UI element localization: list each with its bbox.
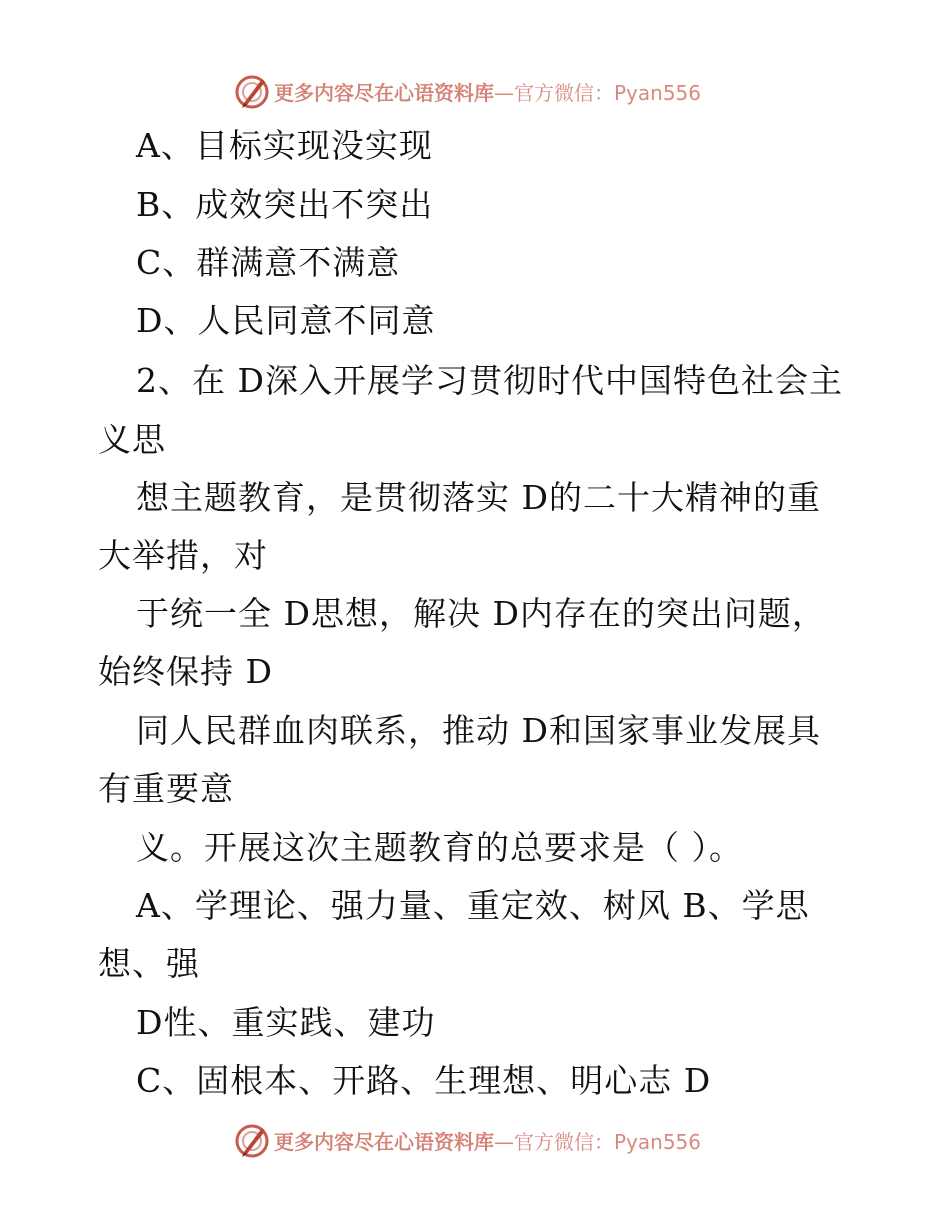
option-a-line: A、目标实现没实现 xyxy=(136,126,433,165)
watermark-lead: 更多内容尽在心语资料库 xyxy=(274,1129,494,1154)
question-2-line-7: 同人民群血肉联系，推动 D和国家事业发展具 xyxy=(136,711,821,750)
option-d-line: D、人民同意不同意 xyxy=(136,301,436,340)
pen-seal-icon xyxy=(232,1120,272,1160)
question-2-line-8: 有重要意 xyxy=(98,769,234,808)
question-2-line-2: 义思 xyxy=(98,420,166,459)
question-2-options-line-2: 想、强 xyxy=(98,944,200,983)
question-2-line-5: 于统一全 D思想，解决 D内存在的突出问题， xyxy=(136,594,826,633)
watermark-tail: —官方微信：Pyan556 xyxy=(494,1129,702,1154)
question-2-options-line-3: D性、重实践、建功 xyxy=(136,1003,436,1042)
watermark-footer xyxy=(232,1118,752,1162)
watermark-tail: —官方微信：Pyan556 xyxy=(494,80,702,105)
question-2-options-line-4: C、固根本、开路、生理想、明心志 D xyxy=(136,1061,712,1100)
question-2-line-3: 想主题教育，是贯彻落实 D的二十大精神的重 xyxy=(136,478,821,517)
question-2-line-1: 2、在 D深入开展学习贯彻时代中国特色社会主 xyxy=(136,361,843,400)
option-c-line: C、群满意不满意 xyxy=(136,243,401,282)
question-2-options-line-1: A、学理论、强力量、重定效、树风 B、学思 xyxy=(136,886,810,925)
option-b-line: B、成效突出不突出 xyxy=(136,185,434,224)
watermark-text xyxy=(274,1126,701,1155)
question-2-line-6: 始终保持 D xyxy=(98,652,273,691)
question-2-line-9: 义。开展这次主题教育的总要求是（ ）。 xyxy=(136,828,743,867)
question-2-line-4: 大举措，对 xyxy=(98,536,268,575)
watermark-lead: 更多内容尽在心语资料库 xyxy=(274,80,494,105)
